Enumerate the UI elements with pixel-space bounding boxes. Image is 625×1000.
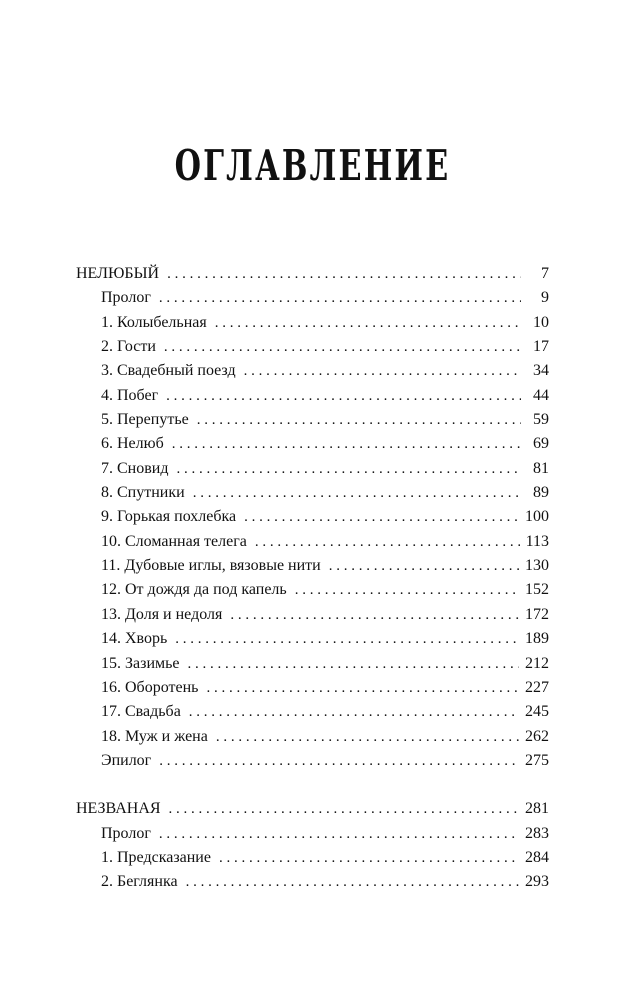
toc-entry bbox=[76, 335, 549, 359]
toc-entry-label: Пролог bbox=[101, 289, 151, 307]
toc-section bbox=[76, 797, 549, 894]
toc-entry bbox=[76, 286, 549, 310]
toc-entry-label: 8. Спутники bbox=[101, 484, 185, 502]
dot-leader bbox=[186, 870, 519, 894]
toc-page-number: 245 bbox=[525, 703, 549, 721]
toc-entry-label: 5. Перепутье bbox=[101, 411, 189, 429]
toc-entry-label: 1. Предсказание bbox=[101, 848, 211, 866]
dot-leader bbox=[244, 359, 521, 383]
toc-page-number: 283 bbox=[525, 824, 549, 842]
toc-entry bbox=[76, 457, 549, 481]
toc-entry bbox=[76, 554, 549, 578]
dot-leader bbox=[175, 627, 519, 651]
dot-leader bbox=[193, 481, 521, 505]
dot-leader bbox=[169, 797, 519, 821]
dot-leader bbox=[177, 457, 522, 481]
toc-entry bbox=[76, 700, 549, 724]
toc-page-number: 227 bbox=[525, 678, 549, 696]
toc-entry-label: 14. Хворь bbox=[101, 630, 168, 648]
toc-page-number: 100 bbox=[525, 508, 549, 526]
toc-entry bbox=[76, 870, 549, 894]
toc-page-number: 275 bbox=[525, 751, 549, 769]
dot-leader bbox=[188, 652, 519, 676]
toc-entry-label: 18. Муж и жена bbox=[101, 727, 208, 745]
dot-leader bbox=[230, 603, 519, 627]
table-of-contents bbox=[76, 262, 549, 919]
toc-entry bbox=[76, 652, 549, 676]
toc-entry-label: 6. Нелюб bbox=[101, 435, 164, 453]
toc-page-number: 293 bbox=[525, 873, 549, 891]
toc-entry-label: 2. Беглянка bbox=[101, 873, 178, 891]
toc-entry bbox=[76, 505, 549, 529]
toc-page-number: 17 bbox=[533, 338, 549, 356]
toc-page-number: 89 bbox=[533, 484, 549, 502]
toc-section-title: НЕЗВАНАЯ bbox=[76, 800, 161, 818]
toc-entry bbox=[76, 481, 549, 505]
toc-entry bbox=[76, 725, 549, 749]
dot-leader bbox=[167, 262, 521, 286]
toc-section bbox=[76, 262, 549, 773]
toc-entry-label: 13. Доля и недоля bbox=[101, 605, 223, 623]
toc-entry-label: 17. Свадьба bbox=[101, 703, 181, 721]
toc-entry bbox=[76, 384, 549, 408]
toc-entry-label: 3. Свадебный поезд bbox=[101, 362, 236, 380]
toc-entry-label: 1. Колыбельная bbox=[101, 313, 207, 331]
dot-leader bbox=[189, 700, 519, 724]
dot-leader bbox=[172, 432, 521, 456]
toc-entry-label: 16. Оборотень bbox=[101, 678, 199, 696]
toc-entry bbox=[76, 432, 549, 456]
toc-page-number: 10 bbox=[533, 313, 549, 331]
toc-entry-label: 2. Гости bbox=[101, 338, 156, 356]
toc-page-number: 130 bbox=[525, 557, 549, 575]
toc-entry bbox=[76, 627, 549, 651]
toc-entry bbox=[76, 822, 549, 846]
toc-page-number: 9 bbox=[541, 289, 549, 307]
toc-entry bbox=[76, 749, 549, 773]
dot-leader bbox=[197, 408, 521, 432]
toc-entry bbox=[76, 846, 549, 870]
dot-leader bbox=[295, 578, 519, 602]
toc-entry-label: 15. Зазимье bbox=[101, 654, 180, 672]
toc-page-number: 44 bbox=[533, 386, 549, 404]
toc-page-number: 212 bbox=[525, 654, 549, 672]
page-title: ОГЛАВЛЕНИЕ bbox=[174, 141, 451, 190]
dot-leader bbox=[159, 749, 519, 773]
toc-page-number: 262 bbox=[525, 727, 549, 745]
toc-page-number: 7 bbox=[541, 265, 549, 282]
toc-entry bbox=[76, 603, 549, 627]
toc-entry-label: 9. Горькая похлебка bbox=[101, 508, 237, 526]
toc-entry-label: 4. Побег bbox=[101, 386, 159, 404]
toc-entry bbox=[76, 408, 549, 432]
toc-entry bbox=[76, 530, 549, 554]
toc-page-number: 172 bbox=[525, 605, 549, 623]
toc-entry bbox=[76, 578, 549, 602]
toc-page-number: 284 bbox=[525, 848, 549, 866]
toc-section-title: НЕЛЮБЫЙ bbox=[76, 265, 160, 282]
dot-leader bbox=[159, 822, 519, 846]
dot-leader bbox=[215, 311, 521, 335]
dot-leader bbox=[329, 554, 519, 578]
dot-leader bbox=[164, 335, 521, 359]
toc-page-number: 69 bbox=[533, 435, 549, 453]
toc-entry-label: 12. От дождя да под капель bbox=[101, 581, 287, 599]
dot-leader bbox=[166, 384, 521, 408]
toc-entry bbox=[76, 311, 549, 335]
toc-page-number: 113 bbox=[525, 532, 549, 550]
toc-entry-label: 10. Сломанная телега bbox=[101, 532, 247, 550]
toc-page-number: 152 bbox=[525, 581, 549, 599]
toc-entry-label: 7. Сновид bbox=[101, 459, 169, 477]
toc-page-number: 189 bbox=[525, 630, 549, 648]
toc-entry bbox=[76, 359, 549, 383]
toc-section-heading bbox=[76, 797, 549, 821]
toc-page-number: 59 bbox=[533, 411, 549, 429]
toc-entry-label: Пролог bbox=[101, 824, 151, 842]
dot-leader bbox=[244, 505, 519, 529]
toc-page-number: 34 bbox=[533, 362, 549, 380]
dot-leader bbox=[206, 676, 519, 700]
toc-entry-label: 11. Дубовые иглы, вязовые нити bbox=[101, 557, 321, 575]
dot-leader bbox=[159, 286, 521, 310]
toc-entry bbox=[76, 676, 549, 700]
dot-leader bbox=[255, 530, 520, 554]
toc-page-number: 281 bbox=[525, 800, 549, 818]
dot-leader bbox=[216, 725, 519, 749]
toc-section-heading bbox=[76, 262, 549, 286]
toc-page-number: 81 bbox=[533, 459, 549, 477]
dot-leader bbox=[219, 846, 519, 870]
toc-entry-label: Эпилог bbox=[101, 751, 152, 769]
